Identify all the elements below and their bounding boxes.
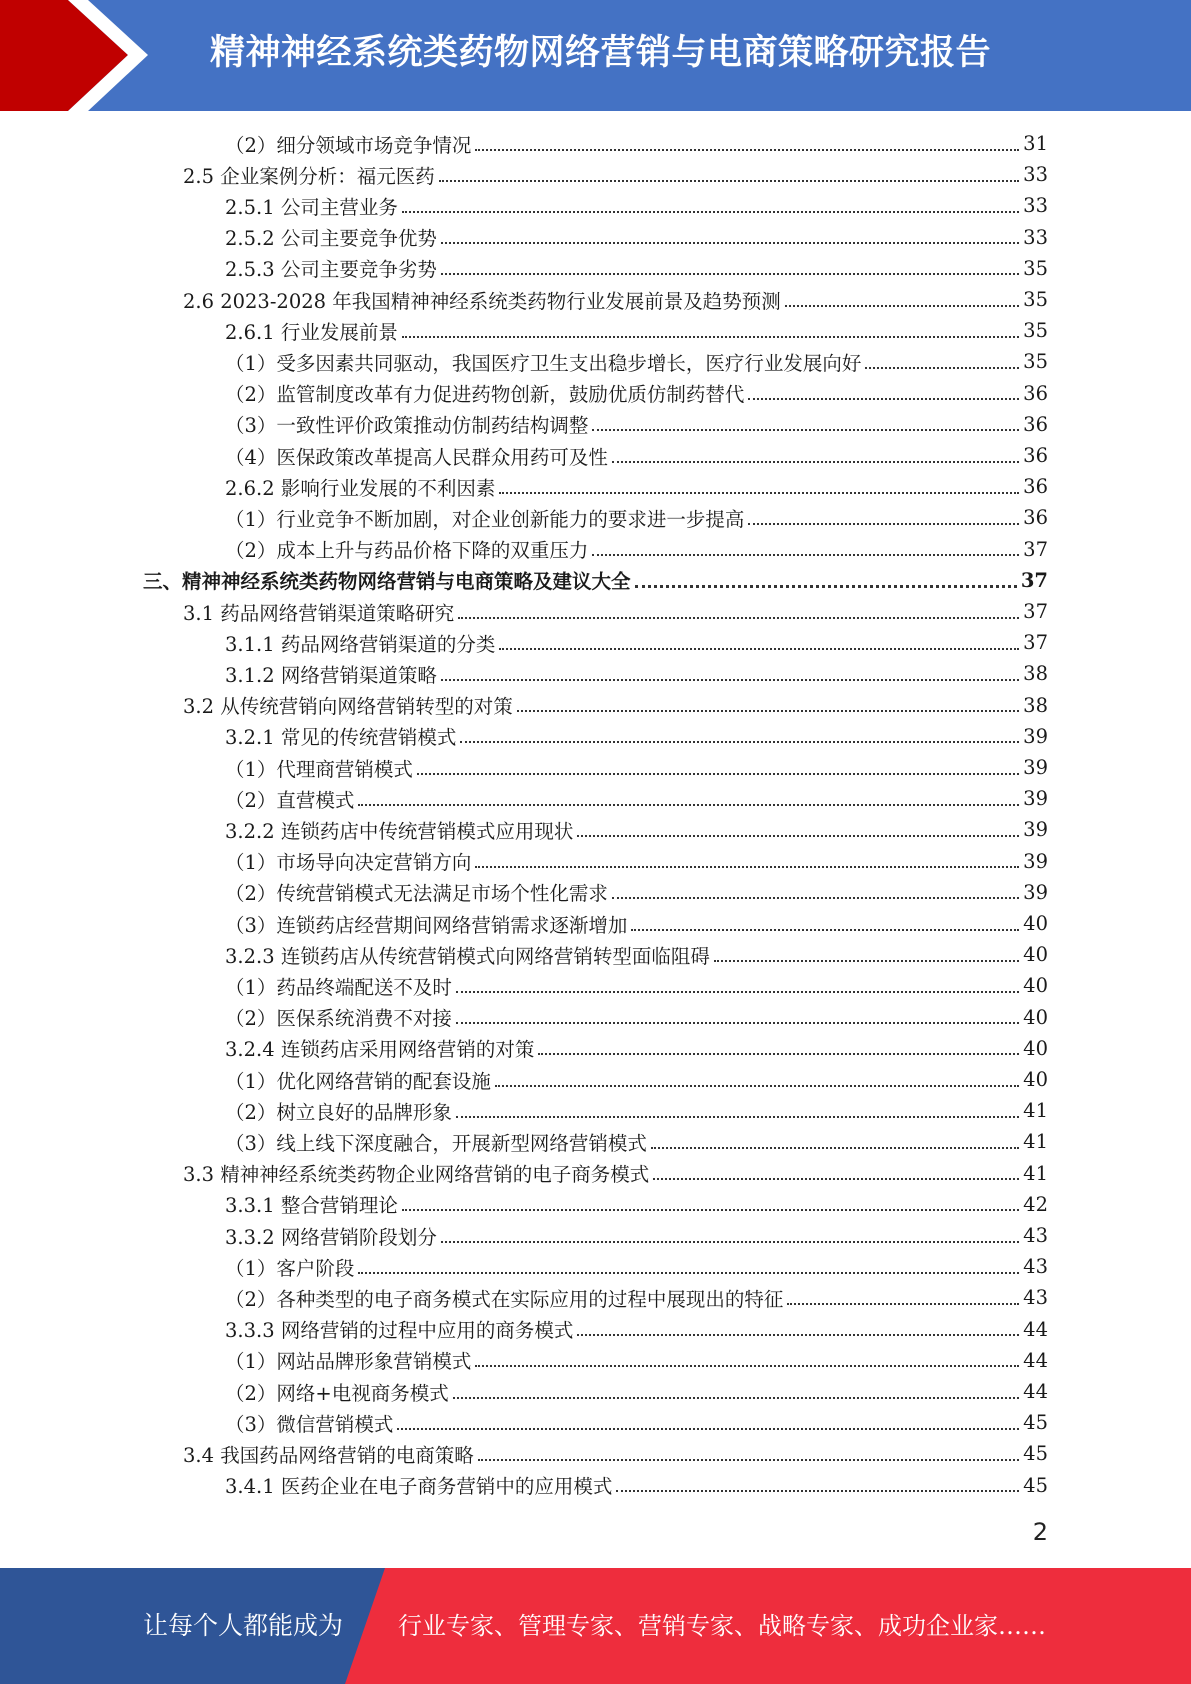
toc-entry-page: 37 — [1020, 568, 1048, 592]
toc-entry-page: 40 — [1023, 1068, 1048, 1091]
toc-entry-title: 3.2 从传统营销向网络营销转型的对策 — [183, 695, 513, 719]
toc-entry-title: 2.5.2 公司主要竞争优势 — [225, 227, 437, 251]
toc-entry-page: 39 — [1023, 756, 1048, 779]
toc-entry[interactable] — [225, 1189, 1048, 1220]
toc-dot-leader — [402, 1209, 1019, 1211]
toc-entry[interactable] — [225, 970, 1048, 1001]
toc-dot-leader — [458, 617, 1019, 619]
page-header — [0, 0, 1191, 111]
toc-entry-title: 3.3.1 整合营销理论 — [225, 1194, 398, 1218]
toc-entry[interactable] — [225, 908, 1048, 939]
toc-entry-title: （1）代理商营销模式 — [225, 757, 413, 781]
toc-entry-page: 41 — [1023, 1161, 1048, 1185]
toc-entry[interactable] — [225, 1064, 1048, 1095]
toc-entry[interactable] — [183, 284, 1048, 315]
toc-dot-leader — [397, 1428, 1019, 1430]
toc-entry-title: 3.4.1 医药企业在电子商务营销中的应用模式 — [225, 1475, 613, 1499]
toc-entry-title: （3）微信营销模式 — [225, 1412, 394, 1436]
page-number: 2 — [1032, 1518, 1048, 1546]
toc-entry-page: 42 — [1023, 1192, 1048, 1216]
toc-dot-leader — [495, 1085, 1019, 1087]
toc-entry[interactable] — [225, 378, 1048, 409]
toc-entry[interactable] — [225, 471, 1048, 502]
toc-entry-page: 36 — [1023, 412, 1048, 436]
toc-entry-title: （2）直营模式 — [225, 788, 355, 812]
toc-entry-page: 40 — [1023, 912, 1048, 935]
toc-entry-title: （1）行业竞争不断加剧，对企业创新能力的要求进一步提高 — [225, 507, 745, 531]
toc-entry-page: 43 — [1023, 1224, 1048, 1247]
toc-entry-title: 3.1.1 药品网络营销渠道的分类 — [225, 632, 496, 656]
toc-dot-leader — [456, 1116, 1019, 1118]
toc-dot-leader — [456, 991, 1019, 993]
toc-entry-title: 3.3 精神神经系统类药物企业网络营销的电子商务模式 — [183, 1163, 650, 1187]
toc-entry-page: 43 — [1023, 1286, 1048, 1310]
toc-entry[interactable] — [225, 253, 1048, 284]
toc-entry[interactable] — [225, 1033, 1048, 1064]
toc-entry[interactable] — [183, 1438, 1048, 1469]
toc-entry-page: 44 — [1023, 1348, 1048, 1372]
toc-entry-title: 3.2.3 连锁药店从传统营销模式向网络营销转型面临阻碍 — [225, 944, 710, 968]
toc-entry[interactable] — [225, 814, 1048, 845]
toc-entry[interactable] — [225, 502, 1048, 533]
toc-entry[interactable] — [225, 534, 1048, 565]
toc-entry-title: 3.3.3 网络营销的过程中应用的商务模式 — [225, 1319, 574, 1343]
toc-entry-title: 3.3.2 网络营销阶段划分 — [225, 1225, 437, 1249]
toc-entry[interactable] — [225, 1251, 1048, 1282]
toc-entry-title: （2）监管制度改革有力促进药物创新，鼓励优质仿制药替代 — [225, 383, 745, 407]
toc-entry[interactable] — [225, 721, 1048, 752]
toc-entry[interactable] — [183, 159, 1048, 190]
footer-slogan-lead: 让每个人都能成为 — [143, 1611, 344, 1640]
toc-entry-title: （3）线上线下深度融合，开展新型网络营销模式 — [225, 1131, 647, 1155]
toc-dot-leader — [787, 1303, 1019, 1305]
toc-dot-leader — [538, 1053, 1019, 1055]
toc-entry-page: 36 — [1023, 444, 1048, 467]
toc-entry-title: （2）传统营销模式无法满足市场个性化需求 — [225, 882, 608, 906]
toc-entry-title: （1）药品终端配送不及时 — [225, 975, 452, 999]
toc-dot-leader — [785, 305, 1019, 307]
toc-entry-title: （1）客户阶段 — [225, 1256, 355, 1280]
toc-entry-title: （2）各种类型的电子商务模式在实际应用的过程中展现出的特征 — [225, 1287, 784, 1311]
toc-entry[interactable] — [225, 783, 1048, 814]
toc-entry-title: （1）受多因素共同驱动，我国医疗卫生支出稳步增长，医疗行业发展向好 — [225, 351, 862, 375]
toc-entry[interactable] — [225, 190, 1048, 221]
toc-dot-leader — [417, 773, 1019, 775]
toc-entry[interactable] — [225, 1282, 1048, 1313]
toc-entry-title: （1）市场导向决定营销方向 — [225, 851, 472, 875]
toc-entry-page: 44 — [1023, 1317, 1048, 1341]
toc-entry-page: 36 — [1023, 506, 1048, 530]
toc-entry-title: 2.5.1 公司主营业务 — [225, 195, 398, 219]
toc-entry[interactable] — [225, 128, 1048, 159]
toc-dot-leader — [592, 554, 1019, 556]
toc-dot-leader — [402, 211, 1019, 213]
toc-entry-page: 39 — [1023, 787, 1048, 811]
toc-entry[interactable] — [225, 1220, 1048, 1251]
toc-entry-page: 41 — [1023, 1130, 1048, 1154]
toc-entry[interactable] — [143, 565, 1048, 596]
toc-entry-page: 45 — [1023, 1442, 1048, 1466]
toc-dot-leader — [439, 180, 1019, 182]
toc-entry-page: 35 — [1023, 288, 1048, 311]
toc-dot-leader — [748, 523, 1019, 525]
toc-entry-page: 40 — [1023, 1036, 1048, 1060]
toc-entry-title: 3.2.1 常见的传统营销模式 — [225, 726, 457, 750]
toc-entry-page: 35 — [1023, 256, 1048, 280]
toc-entry-page: 39 — [1023, 818, 1048, 842]
toc-entry-page: 45 — [1023, 1411, 1048, 1435]
toc-entry-page: 44 — [1023, 1380, 1048, 1403]
toc-entry-title: （2）医保系统消费不对接 — [225, 1007, 452, 1031]
toc-dot-leader — [651, 1147, 1019, 1149]
toc-entry[interactable] — [183, 596, 1048, 627]
toc-dot-leader — [499, 492, 1019, 494]
toc-entry[interactable] — [225, 440, 1048, 471]
toc-entry-title: （1）优化网络营销的配套设施 — [225, 1069, 491, 1093]
toc-entry-page: 45 — [1023, 1473, 1048, 1497]
toc-entry[interactable] — [183, 690, 1048, 721]
toc-entry-page: 40 — [1023, 974, 1048, 998]
toc-dot-leader — [441, 273, 1019, 275]
toc-entry[interactable] — [225, 409, 1048, 440]
toc-dot-leader — [714, 960, 1019, 962]
toc-entry-page: 40 — [1023, 943, 1048, 967]
toc-entry[interactable] — [225, 222, 1048, 253]
toc-dot-leader — [631, 929, 1019, 931]
toc-entry-page: 39 — [1023, 724, 1048, 748]
toc-dot-leader — [592, 429, 1019, 431]
toc-entry-page: 39 — [1023, 880, 1048, 904]
toc-entry[interactable] — [225, 315, 1048, 346]
toc-entry[interactable] — [225, 1002, 1048, 1033]
toc-entry-page: 43 — [1023, 1255, 1048, 1279]
toc-entry[interactable] — [225, 939, 1048, 970]
toc-entry-title: （2）细分领域市场竞争情况 — [225, 133, 472, 157]
toc-dot-leader — [441, 242, 1019, 244]
toc-entry[interactable] — [225, 627, 1048, 658]
toc-dot-leader — [475, 1365, 1019, 1367]
toc-entry-page: 33 — [1023, 194, 1048, 218]
toc-entry[interactable] — [225, 846, 1048, 877]
toc-dot-leader — [453, 1397, 1019, 1399]
header-arrow-decoration — [0, 0, 170, 111]
toc-entry[interactable] — [225, 346, 1048, 377]
toc-entry-title: （1）网站品牌形象营销模式 — [225, 1350, 472, 1374]
toc-entry-title: 3.2.4 连锁药店采用网络营销的对策 — [225, 1038, 535, 1062]
toc-entry-page: 31 — [1023, 132, 1048, 155]
toc-dot-leader — [865, 367, 1019, 369]
toc-entry-page: 40 — [1023, 1005, 1048, 1029]
toc-entry[interactable] — [225, 1314, 1048, 1345]
toc-entry-title: 三、精神神经系统类药物网络营销与电商策略及建议大全 — [143, 570, 631, 594]
toc-entry-page: 36 — [1023, 381, 1048, 405]
toc-entry-title: 3.4 我国药品网络营销的电商策略 — [183, 1443, 474, 1467]
toc-entry-page: 38 — [1023, 693, 1048, 717]
toc-entry-page: 35 — [1023, 319, 1048, 343]
toc-entry[interactable] — [225, 1376, 1048, 1407]
toc-entry[interactable] — [225, 658, 1048, 689]
toc-entry-title: （3）一致性评价政策推动仿制药结构调整 — [225, 414, 589, 438]
toc-dot-leader — [358, 1272, 1019, 1274]
toc-entry[interactable] — [225, 752, 1048, 783]
toc-dot-leader — [478, 1459, 1019, 1461]
toc-entry-title: 3.1 药品网络营销渠道策略研究 — [183, 601, 455, 625]
footer-slogan-roles: 行业专家、管理专家、营销专家、战略专家、成功企业家…… — [398, 1612, 1046, 1640]
toc-entry-page: 36 — [1023, 475, 1048, 499]
toc-entry-title: 2.6 2023-2028 年我国精神神经系统类药物行业发展前景及趋势预测 — [183, 289, 781, 313]
toc-dot-leader — [517, 710, 1019, 712]
toc-entry[interactable] — [225, 1470, 1048, 1501]
toc-dot-leader — [441, 1241, 1019, 1243]
toc-dot-leader — [402, 336, 1019, 338]
toc-entry-page: 35 — [1023, 350, 1048, 374]
toc-entry-title: 2.5 企业案例分析：福元医药 — [183, 164, 435, 188]
toc-entry[interactable] — [225, 1345, 1048, 1376]
toc-dot-leader — [653, 1178, 1019, 1180]
toc-entry-page: 41 — [1023, 1099, 1048, 1123]
toc-entry[interactable] — [183, 1158, 1048, 1189]
toc-dot-leader — [499, 648, 1019, 650]
toc-dot-leader — [748, 398, 1019, 400]
toc-entry-title: （4）医保政策改革提高人民群众用药可及性 — [225, 445, 608, 469]
toc-dot-leader — [475, 149, 1019, 151]
toc-entry-page: 33 — [1023, 225, 1048, 249]
toc-entry-title: 2.6.1 行业发展前景 — [225, 320, 398, 344]
toc-entry-title: （3）连锁药店经营期间网络营销需求逐渐增加 — [225, 913, 628, 937]
toc-entry-page: 37 — [1023, 631, 1048, 655]
toc-entry-title: （2）树立良好的品牌形象 — [225, 1100, 452, 1124]
toc-entry-page: 37 — [1023, 600, 1048, 623]
toc-dot-leader — [616, 1490, 1019, 1492]
toc-entry[interactable] — [225, 1095, 1048, 1126]
page-footer — [0, 1568, 1191, 1684]
toc-entry-page: 39 — [1023, 849, 1048, 873]
toc-entry-title: 2.5.3 公司主要竞争劣势 — [225, 258, 437, 282]
toc-entry[interactable] — [225, 1126, 1048, 1157]
toc-entry-title: （2）网络+电视商务模式 — [225, 1381, 449, 1405]
toc-dot-leader — [612, 897, 1019, 899]
toc-entry-page: 37 — [1023, 537, 1048, 561]
toc-dot-leader — [635, 585, 1017, 588]
toc-entry[interactable] — [225, 1407, 1048, 1438]
toc-dot-leader — [612, 461, 1019, 463]
toc-entry-title: 3.1.2 网络营销渠道策略 — [225, 663, 437, 687]
toc-entry-page: 38 — [1023, 662, 1048, 686]
toc-dot-leader — [460, 741, 1019, 743]
toc-entry-title: （2）成本上升与药品价格下降的双重压力 — [225, 539, 589, 563]
toc-entry-title: 2.6.2 影响行业发展的不利因素 — [225, 476, 496, 500]
toc-dot-leader — [358, 804, 1019, 806]
toc-dot-leader — [577, 1334, 1019, 1336]
toc-dot-leader — [456, 1022, 1019, 1024]
toc-entry-title: 3.2.2 连锁药店中传统营销模式应用现状 — [225, 819, 574, 843]
toc-dot-leader — [577, 835, 1019, 837]
toc-dot-leader — [475, 866, 1019, 868]
toc-dot-leader — [441, 679, 1019, 681]
toc-entry-page: 33 — [1023, 163, 1048, 187]
toc-entry[interactable] — [225, 877, 1048, 908]
report-title: 精神神经系统类药物网络营销与电商策略研究报告 — [210, 33, 992, 73]
